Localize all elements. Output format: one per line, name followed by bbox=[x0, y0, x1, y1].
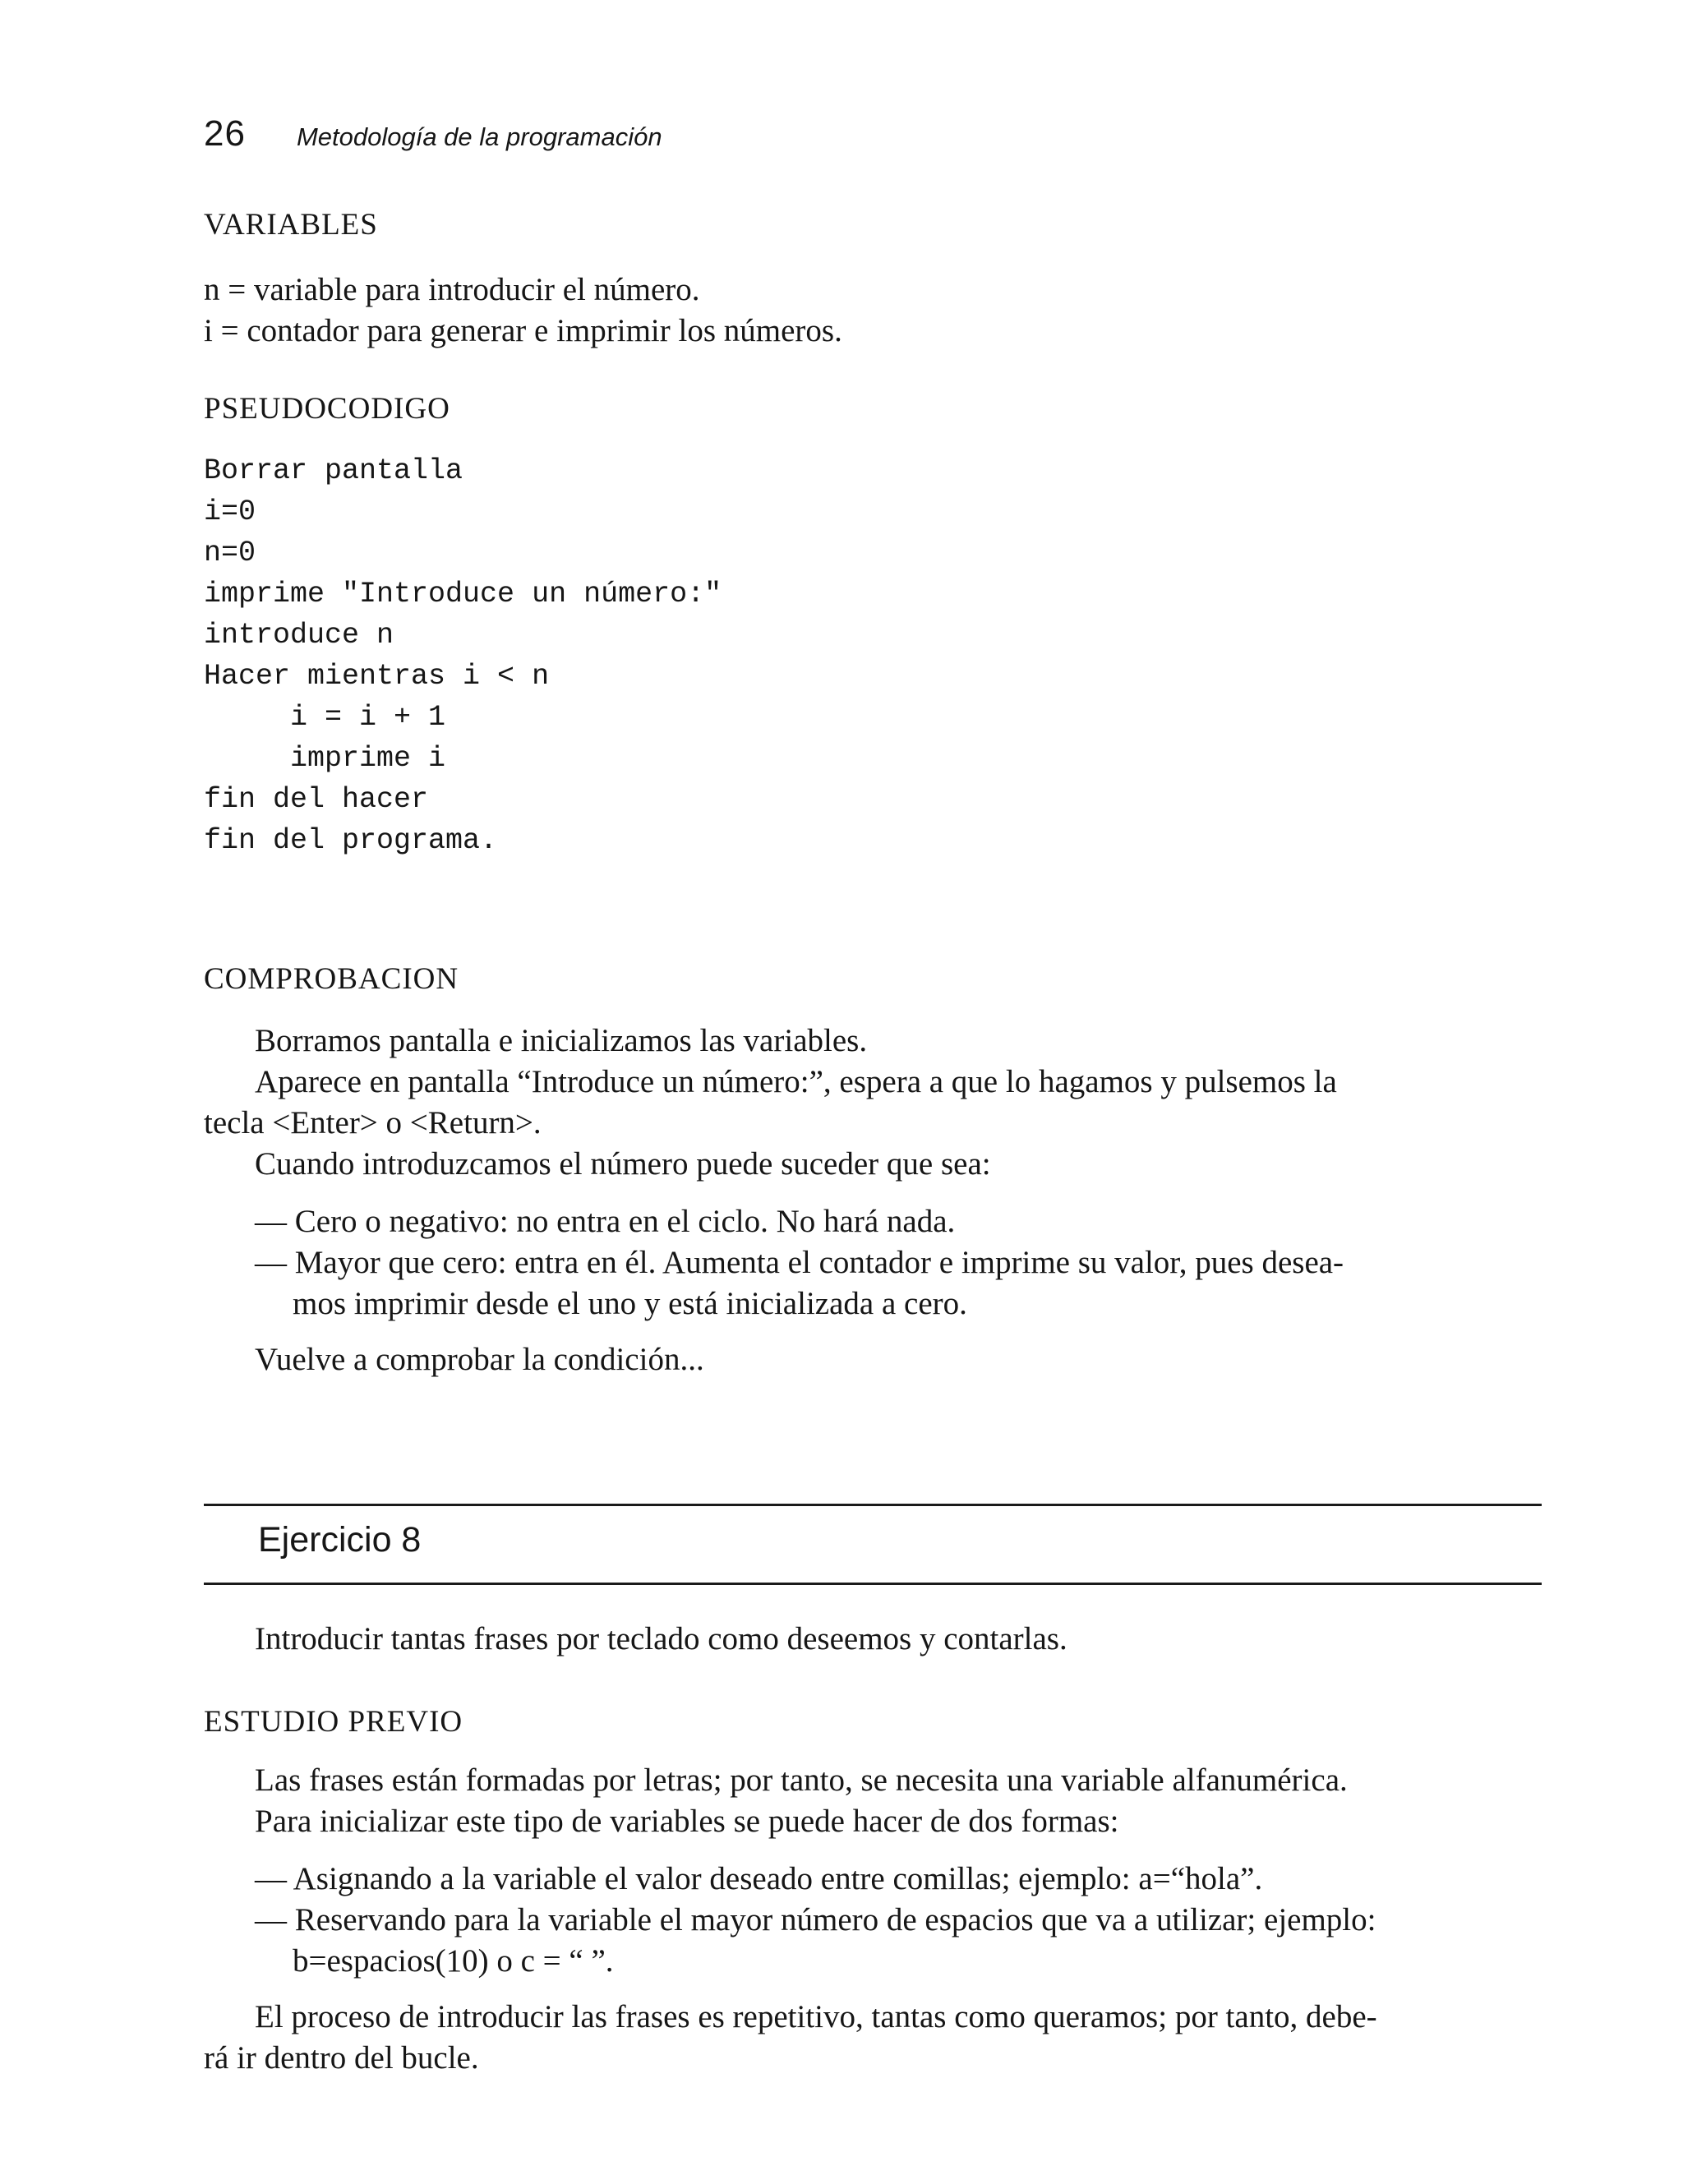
variable-n-line: n = variable para introducir el número. bbox=[204, 272, 700, 307]
estudio-line-4: rá ir dentro del bucle. bbox=[204, 2040, 479, 2076]
comprobacion-line-2: Aparece en pantalla “Introduce un número:”, espera a que lo hagamos y pulsemos la bbox=[255, 1064, 1337, 1099]
estudio-previo-heading: ESTUDIO PREVIO bbox=[204, 1705, 463, 1739]
running-title: Metodología de la programación bbox=[296, 122, 662, 151]
exercise-title: Ejercicio 8 bbox=[258, 1520, 422, 1560]
comprobacion-line-3: tecla <Enter> o <Return>. bbox=[204, 1105, 542, 1140]
comprobacion-line-5: Vuelve a comprobar la condición... bbox=[255, 1342, 704, 1377]
estudio-line-1: Las frases están formadas por letras; por tanto, se necesita una variable alfanumérica. bbox=[255, 1762, 1348, 1798]
estudio-item-2: — Reservando para la variable el mayor número de espacios que va a utilizar; ejemplo: bbox=[255, 1902, 1376, 1937]
variable-i-line: i = contador para generar e imprimir los números. bbox=[204, 313, 842, 348]
variables-heading: VARIABLES bbox=[204, 208, 378, 242]
exercise-bottom-rule bbox=[204, 1583, 1542, 1585]
estudio-line-2: Para inicializar este tipo de variables se puede hacer de dos formas: bbox=[255, 1804, 1119, 1839]
page-header bbox=[204, 113, 662, 163]
page-number: 26 bbox=[204, 113, 246, 154]
exercise-top-rule bbox=[204, 1504, 1542, 1506]
estudio-item-1: — Asignando a la variable el valor deseado entre comillas; ejemplo: a=“hola”. bbox=[255, 1861, 1263, 1896]
comprobacion-line-4: Cuando introduzcamos el número puede suceder que sea: bbox=[255, 1146, 991, 1182]
comprobacion-line-1: Borramos pantalla e inicializamos las variables. bbox=[255, 1023, 868, 1058]
comprobacion-item-1: — Cero o negativo: no entra en el ciclo. No hará nada. bbox=[255, 1204, 956, 1239]
estudio-line-3: El proceso de introducir las frases es repetitivo, tantas como queramos; por tanto, debe- bbox=[255, 1999, 1377, 2034]
book-page bbox=[204, 0, 1543, 2184]
comprobacion-item-2-continued: mos imprimir desde el uno y está inicializada a cero. bbox=[293, 1286, 967, 1321]
comprobacion-heading: COMPROBACION bbox=[204, 962, 459, 996]
pseudocode-heading: PSEUDOCODIGO bbox=[204, 392, 450, 426]
pseudocode-block: Borrar pantalla i=0 n=0 imprime "Introduce un número:" introduce n Hacer mientras i < n i = i + 1 imprime i fin del hacer fin del programa. bbox=[204, 454, 722, 857]
comprobacion-item-2: — Mayor que cero: entra en él. Aumenta el contador e imprime su valor, pues desea- bbox=[255, 1245, 1344, 1280]
estudio-item-2-continued: b=espacios(10) o c = “ ”. bbox=[293, 1943, 614, 1979]
exercise-statement: Introducir tantas frases por teclado como deseemos y contarlas. bbox=[255, 1621, 1067, 1656]
